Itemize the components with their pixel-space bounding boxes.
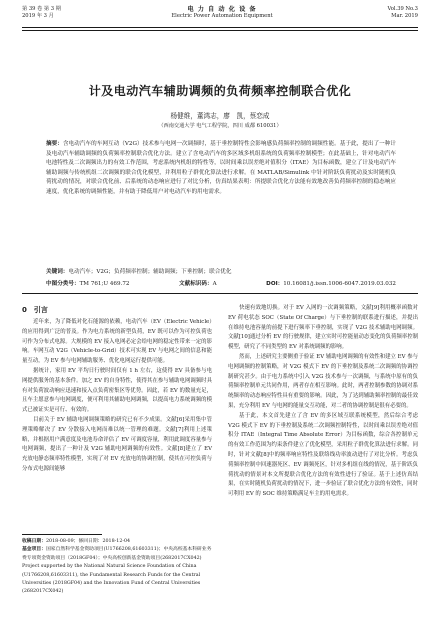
body-column-right (228, 304, 418, 500)
received-line (22, 538, 212, 546)
body-paragraph: 据统计，家用 EV 平均日行驶时间仅有 1 h 左右，这使得 EV 具备参与电网提供服务的基本条件。加之 EV 的自身特性，使得其在参与辅助电网调频时具有对负荷波动响应迅速和接入点负荷密集区等优势。因此，若 EV 的数量充足，且车主愿意参与电网调度，便可利用其辅助电网调频，以提高电力系统调频的模式已被证实是可行、有效的。 (22, 367, 212, 414)
journal-name-cn: 电 力 自 动 化 设 备 (187, 6, 257, 13)
abstract-text: 含电动汽车的车网互动（V2G）技术参与电网一次调频时，基于垂控制特性会影响感负荷频率控制的调频性能。基于此，提出了一种计及电动汽车辅助调频的负荷频率控制联合优化方法。建立了含电动汽车的多区域多机组系统的负荷频率控制模型；在此基础上，针对电动汽车电池特性及二次调频出力的有效工作范围，考虑系统内机组的特性等，以时间乘以误差绝对值积分（ITAE）为目标函数，建立了计及电动汽车辅助调频与传统机组二次调频的联合优化模型，并利用粒子群优化算法进行求解。在 MATLAB/Simulink 中针对阶跃负荷扰动及实时随机负荷扰动的情况，对联合优化前、后系统的动态响应进行了对比分析，仿真结果表明：所提联合优化方法能有效地改善负荷频率控制的稳态响应速度，优化系统的调频性能，并有助于降低用户对电动汽车的用电需求。 (46, 141, 396, 195)
abstract (46, 140, 396, 198)
body-paragraph: 近年来，为了降低对化石能源的依赖，电动汽车（EV（Electric Vehicle）的应用得到广泛的普及。作为电力系统的新型负荷，EV 既可以作为可控负荷也可作为分布式电源。大规模的 EV 接入电网必定会给电网的稳定性带来一定的影响。车网互动 V2G（Vehicle-to-Grid）技术可实现 EV 与电网之间的信息和能量互动，为 EV 参与电网辅助服务、优化电网运行提供可能。 (22, 319, 212, 365)
volume-cn: 第 39 卷 第 3 期 (22, 6, 61, 12)
volume-en: Vol.39 No.3 (387, 6, 418, 12)
footnote-rule (22, 534, 102, 535)
header-left (22, 6, 112, 20)
received-label: 收稿日期： (22, 539, 46, 544)
clc-block (46, 280, 129, 289)
paper-affiliation: （西南交通大学 电气工程学院，四川 成都 610031） (158, 123, 282, 129)
keywords (46, 268, 396, 277)
doc-value: A (212, 281, 217, 287)
doi-block (266, 280, 396, 289)
abstract-label: 摘要： (46, 141, 63, 147)
header-right (348, 6, 418, 20)
journal-name-en: Electric Power Automation Equipment (171, 13, 273, 19)
fund-line (22, 546, 212, 563)
doc-label: 文献标识码： (179, 281, 213, 287)
clc-label: 中图分类号： (46, 281, 80, 287)
doc-block (179, 280, 217, 289)
classification-row (46, 280, 396, 289)
header-center (142, 6, 302, 20)
fund-text: 国家自然科学基金资助项目(U1766208,61603311)；中央高校基本科研业务费专项资金资助项目（2018GF04）；中央高校创新基金资助项目(2682017CX042) (22, 547, 212, 561)
fund-label: 基金项目： (22, 547, 46, 553)
clc-value: TM 761;U 469.72 (79, 281, 130, 287)
body-paragraph: 然而，上述研究主要侧重于验证 EV 辅助电网调频的有效性和建立 EV 参与电网调频的控制策略，对 V2G 模式下 EV 的下垂控制及系统二次调频的协调控制研究甚少。由于电力系统中引入 V2G 技术参与一次调频，与系统中原有的负荷频率控制单元共同作用，两者存在相互影响。此时，两者控制参数的协调对系统频率的动态响应特性具有重要的影响。因此，为了达到辅助频率控制的最佳效果，充分利用 EV 与电网的能量交互功能，对二者的协调控制是很有必要的。 (228, 353, 418, 409)
page-header (22, 6, 418, 28)
body-paragraph: 快速有效地切换。对于 EV 入网的一次调频策略，文献[9]利用概率函数对 EV 荷电状态 SOC（State Of Charge）与下垂控制的联系进行描述，并提出在维持电池容量的前提下进行频率下垂控制，实现了 V2G 技术辅助电网调频。文献[10]通过分析 EV 的行驶规律，建立实时可控能量动态变化的负荷频率控制模型，研究了不同类型的 EV 对系统调频的影响。 (228, 305, 418, 351)
date-en: Mar. 2019 (391, 13, 418, 19)
received-dates: 2018-08-09；修回日期：2018-12-04 (46, 539, 131, 544)
paper-title: 计及电动汽车辅助调频的负荷频率控制联合优化 (88, 84, 352, 98)
body-paragraph: 基于此，本文首先建立了含 EV 的多区域互联系统模型，然后综合考虑 V2G 模式下 EV 的下垂控制及系统二次调频控制特性，以时间乘以误差绝对值积分 ITAE（Integral Time Absolute Error）为目标函数，综合各控制单元的有效工作范围为约束条件建立了优化模型，采用粒子群优化算法进行求解。同时，针对文献[8]中的频率响应特性及联络线功率波动进行了对比分析。考虑负荷频率控制中回速器死区、EV 调频死区，针对多机组在线的情况，基于阶跃负荷扰动的情景对本文所提联合优化方法的有效性进行了验证。基于上述仿真结果，在实时随机负荷扰动的情况下，进一步验证了联合优化方法的有效性，同时可利用 EV 的 SOC 维持策略满足车主的用电需求。 (228, 412, 418, 498)
doi-label: DOI： (266, 281, 284, 287)
paper-authors: 杨健维，董鸿志，廖 凯，蔡恋成 (170, 112, 270, 120)
body-column-left (22, 304, 212, 475)
body-paragraph: 目前关于 EV 辅助电网调频策略的研究已有不少成果。文献[6]采用集中管理策略解决了 EV 分散接入电网而难以统一管理的难题。文献[7]利用上述策略，并根据用户满意度及电池寿命评估了 EV 可调度容量，利用此调度容量参与电网调频，提出了一种计及 V2G 辅助电网调频的有效性。文献[8]建立了 EV 充放电静态频率特性模型，实现了对 EV 充放电的协调控制，使其在可控负荷与分布式电源间能够 (22, 416, 212, 472)
header-rule-thin (22, 30, 418, 31)
section-heading-intro: 0 引言 (22, 306, 48, 314)
keywords-label: 关键词： (46, 269, 69, 275)
doi-value: 10.16081/j.issn.1006-6047.2019.03.032 (283, 281, 396, 287)
footnote (22, 538, 212, 597)
fund-en: Project supported by the National Natural Science Foundation of China (U1766208,61603311), the Fundamental Research Funds for the Central Universities (2018GF04) and the Innovation Fund of Central Universities (2682017CX042) (22, 564, 201, 595)
header-rule (22, 27, 418, 28)
keywords-text: 电动汽车；V2G；负荷频率控制；辅助调频；下垂控制；联合优化 (68, 269, 232, 275)
date-cn: 2019 年 3 月 (22, 13, 54, 19)
abstract-divider (22, 293, 418, 294)
